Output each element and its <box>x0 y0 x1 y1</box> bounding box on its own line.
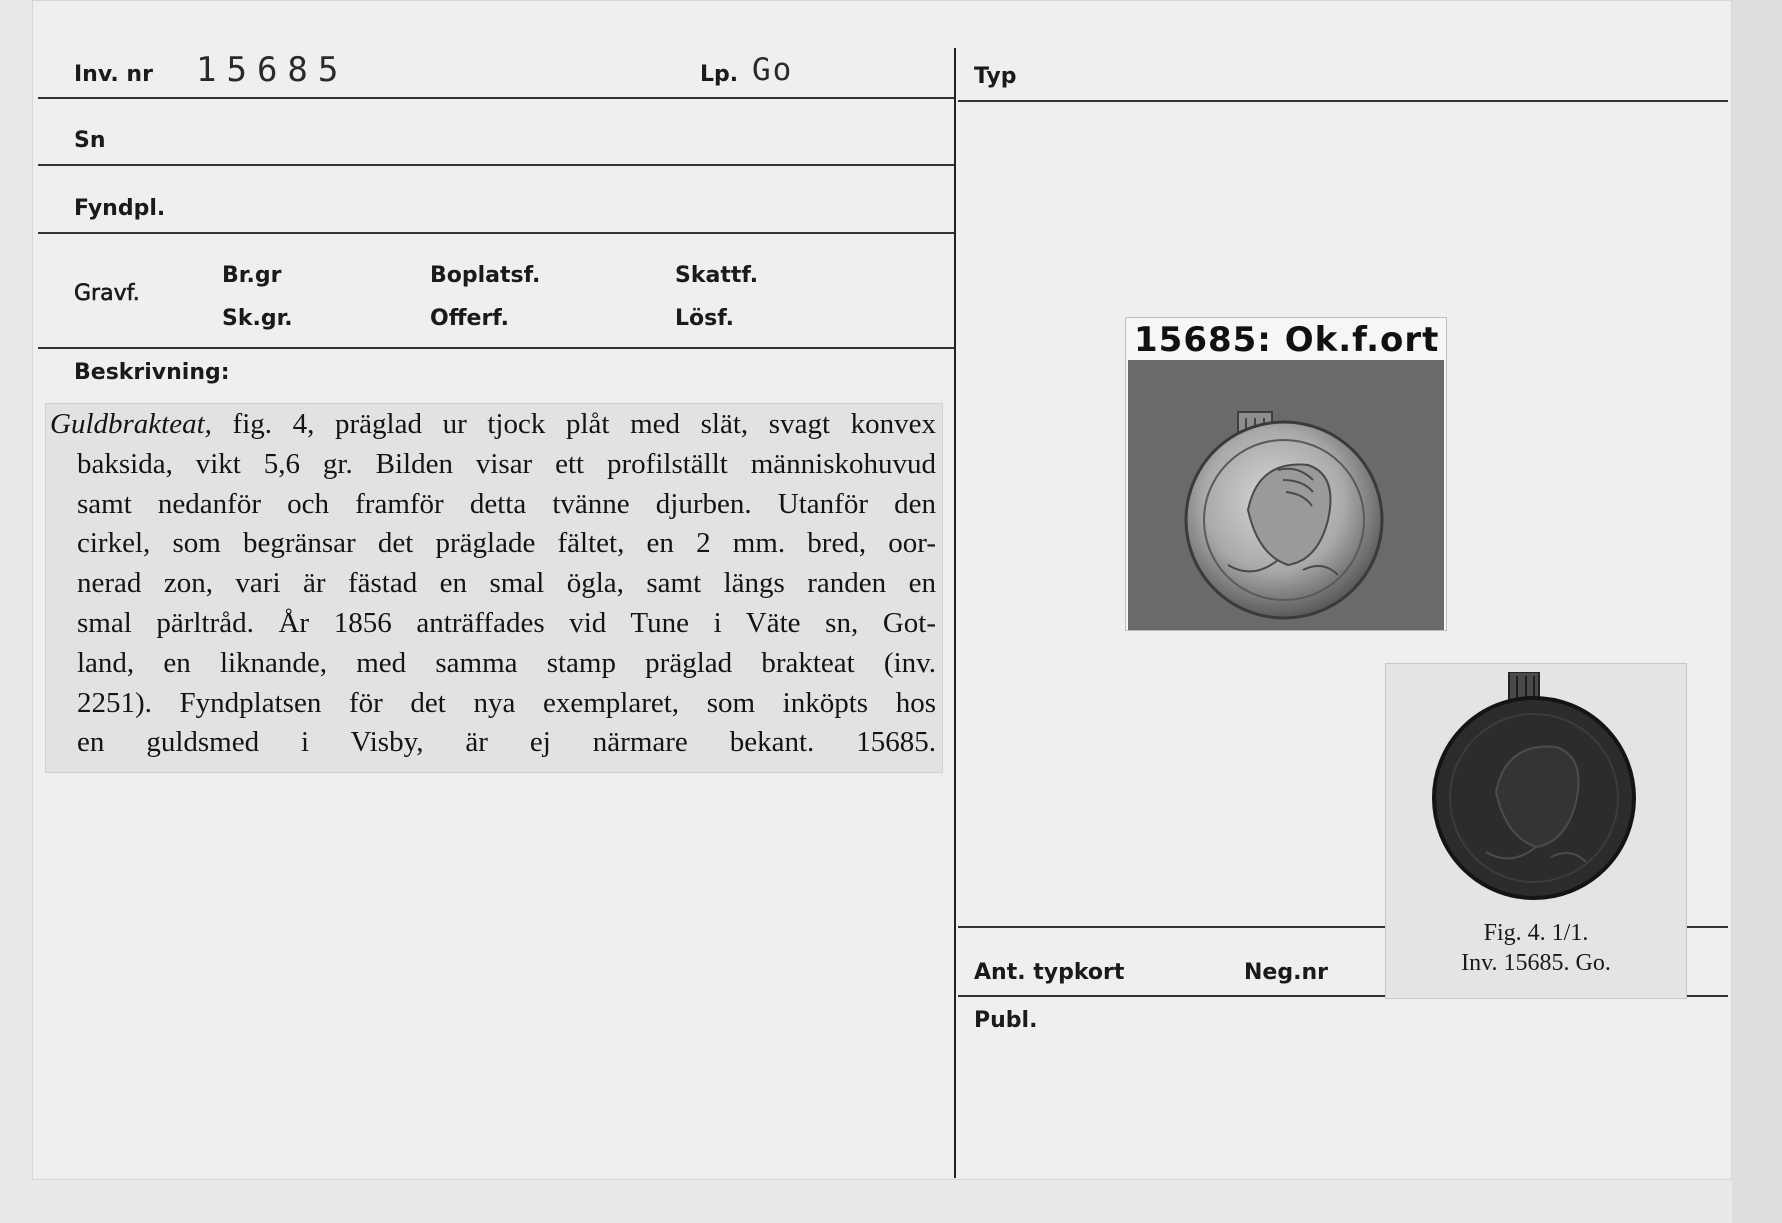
bracteate-back-icon <box>1386 672 1686 922</box>
rule-sn <box>38 164 954 166</box>
fyndpl-label: Fyndpl. <box>74 196 166 221</box>
ant-typkort-label: Ant. typkort <box>974 960 1125 985</box>
description-line: 2251). Fyndplatsen för det nya exemplaret, som inköpts hos <box>77 686 936 719</box>
description-line: land, en liknande, med samma stamp präglad brakteat (inv. <box>77 646 936 679</box>
rule-gravf <box>38 347 954 349</box>
description-line: Guldbrakteat, fig. 4, präglad ur tjock plåt med slät, svagt konvex <box>50 408 936 440</box>
neg-nr-label: Neg.nr <box>1244 960 1328 985</box>
beskrivning-label: Beskrivning: <box>74 360 230 385</box>
rule-inv <box>38 97 954 99</box>
figure-caption: Fig. 4. 1/1. <box>1483 920 1589 946</box>
sk-gr-label: Sk.gr. <box>222 306 293 331</box>
description-lead: Guldbrakteat, <box>50 408 212 440</box>
skattf-label: Skattf. <box>675 263 759 288</box>
lp-value: Go <box>752 52 794 88</box>
description-line: smal pärltråd. År 1856 anträffades vid Tune i Väte sn, Got- <box>77 606 936 639</box>
figure-inventory-caption: Inv. 15685. Go. <box>1461 950 1611 976</box>
gravf-label: Gravf. <box>74 281 140 306</box>
description-line: cirkel, som begränsar det präglade fältet, en 2 mm. bred, oor- <box>77 527 936 560</box>
column-divider <box>954 48 956 1178</box>
photo-image <box>1128 360 1444 630</box>
inv-nr-value: 15685 <box>196 50 349 90</box>
br-gr-label: Br.gr <box>222 263 282 288</box>
inv-nr-label: Inv. nr <box>74 62 153 87</box>
description-line: samt nedanför och framför detta tvänne djurben. Utanför den <box>77 487 936 520</box>
rule-typ <box>958 100 1728 102</box>
sn-label: Sn <box>74 128 106 153</box>
description-text <box>50 405 936 763</box>
rule-fyndpl <box>38 232 954 234</box>
losf-label: Lösf. <box>675 306 734 331</box>
description-line: en guldsmed i Visby, är ej närmare bekant. 15685. <box>77 726 936 759</box>
lp-label: Lp. <box>700 62 739 87</box>
scan-edge <box>1732 0 1782 1223</box>
bracteate-photo-back <box>1386 664 1686 998</box>
typ-label: Typ <box>974 64 1017 89</box>
publ-label: Publ. <box>974 1008 1038 1033</box>
boplatsf-label: Boplatsf. <box>430 263 541 288</box>
bracteate-front-icon <box>1128 360 1444 630</box>
description-line: nerad zon, vari är fästad en smal ögla, samt längs randen en <box>77 567 936 600</box>
offerf-label: Offerf. <box>430 306 510 331</box>
description-line: baksida, vikt 5,6 gr. Bilden visar ett profilställt människohuvud <box>77 447 936 480</box>
photo-caption-handwritten: 15685: Ok.f.ort <box>1134 320 1440 360</box>
bracteate-photo-front <box>1126 318 1446 630</box>
